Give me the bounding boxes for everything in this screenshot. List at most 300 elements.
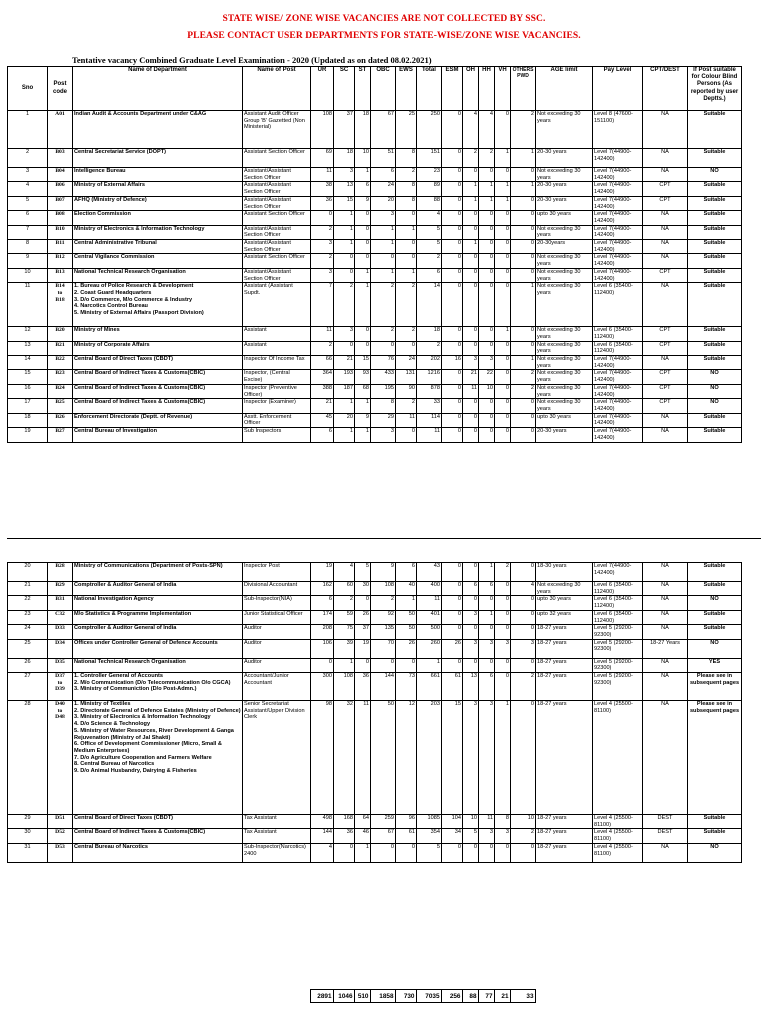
cell-age: 20-30 years <box>536 182 593 196</box>
cell-obc: 1 <box>371 225 396 239</box>
cell-vh: 0 <box>495 240 511 254</box>
cell-sc: 1 <box>334 428 355 442</box>
cell-hh: 0 <box>479 399 495 413</box>
cell-st: 19 <box>355 639 371 658</box>
cell-st: 93 <box>355 370 371 384</box>
cell-pay: Level 7(44900-142400) <box>593 413 643 427</box>
cell-cpt: CPT <box>643 182 688 196</box>
header-total: Total <box>417 67 442 111</box>
cell-code: D40 to D48 <box>48 701 73 815</box>
cell-age: 18-27 years <box>536 673 593 701</box>
cell-sno: 3 <box>8 168 48 182</box>
cell-dept: Central Board of Indirect Taxes & Customs(CBIC) <box>73 829 243 843</box>
cell-esm: 0 <box>442 283 463 327</box>
cell-age: Not exceeding 30 years <box>536 327 593 341</box>
cell-pay: Level 7(44900-142400) <box>593 240 643 254</box>
cell-sc: 3 <box>334 327 355 341</box>
cell-obc: 29 <box>371 413 396 427</box>
cell-st: 1 <box>355 399 371 413</box>
cell-suitable: Suitable <box>688 625 742 639</box>
cell-others: 0 <box>511 413 536 427</box>
cell-suitable: Suitable <box>688 240 742 254</box>
cell-obc: 0 <box>371 254 396 268</box>
cell-hh: 0 <box>479 327 495 341</box>
cell-st: 9 <box>355 413 371 427</box>
cell-dept: Ministry of External Affairs <box>73 182 243 196</box>
cell-hh: 22 <box>479 370 495 384</box>
cell-esm: 61 <box>442 673 463 701</box>
cell-pay: Level 5 (29200-92300) <box>593 673 643 701</box>
cell-hh: 0 <box>479 268 495 282</box>
cell-sc: 2 <box>334 596 355 610</box>
cell-code: B27 <box>48 428 73 442</box>
cell-others: 0 <box>511 168 536 182</box>
page-break <box>7 538 761 559</box>
table-row <box>8 625 742 639</box>
cell-total: 400 <box>417 582 442 596</box>
cell-suitable: Suitable <box>688 149 742 168</box>
cell-st: 9 <box>355 196 371 210</box>
cell-st: 30 <box>355 582 371 596</box>
cell-age: 20-30 years <box>536 428 593 442</box>
cell-esm: 0 <box>442 625 463 639</box>
cell-age: upto 32 years <box>536 610 593 624</box>
cell-sno: 30 <box>8 829 48 843</box>
cell-ews: 0 <box>396 658 417 672</box>
cell-code: B28 <box>48 563 73 582</box>
cell-oh: 0 <box>463 268 479 282</box>
cell-ews: 1 <box>396 268 417 282</box>
cell-total: 23 <box>417 168 442 182</box>
cell-suitable: Suitable <box>688 563 742 582</box>
cell-total: 4 <box>417 211 442 225</box>
cell-total: 11 <box>417 596 442 610</box>
cell-suitable: Suitable <box>688 582 742 596</box>
cell-obc: 8 <box>371 399 396 413</box>
cell-sc: 0 <box>334 268 355 282</box>
cell-pay: Level 7(44900-142400) <box>593 399 643 413</box>
cell-hh: 0 <box>479 283 495 327</box>
cell-vh: 1 <box>495 149 511 168</box>
cell-sno: 14 <box>8 356 48 370</box>
cell-ur: 208 <box>311 625 334 639</box>
cell-cpt: NA <box>643 356 688 370</box>
cell-hh: 0 <box>479 843 495 862</box>
cell-ur: 2 <box>311 225 334 239</box>
cell-ur: 300 <box>311 673 334 701</box>
cell-dept: Ministry of Electronics & Information Technology <box>73 225 243 239</box>
cell-vh: 0 <box>495 399 511 413</box>
cell-vh: 1 <box>495 182 511 196</box>
cell-ews: 50 <box>396 625 417 639</box>
cell-sc: 20 <box>334 413 355 427</box>
cell-vh: 3 <box>495 829 511 843</box>
cell-suitable: Suitable <box>688 196 742 210</box>
cell-sc: 60 <box>334 582 355 596</box>
cell-suitable: Suitable <box>688 111 742 149</box>
cell-cpt: NA <box>643 225 688 239</box>
cell-esm: 0 <box>442 111 463 149</box>
cell-others: 0 <box>511 225 536 239</box>
header-st: ST <box>355 67 371 111</box>
cell-total: 1 <box>417 658 442 672</box>
cell-esm: 15 <box>442 701 463 815</box>
cell-total: 89 <box>417 182 442 196</box>
cell-age: 20-30 years <box>536 149 593 168</box>
cell-hh: 0 <box>479 428 495 442</box>
cell-pay: Level 8 (47600-151100) <box>593 111 643 149</box>
cell-suitable: Suitable <box>688 610 742 624</box>
cell-esm: 0 <box>442 196 463 210</box>
table-row <box>8 268 742 282</box>
total-hh: 77 <box>478 990 494 1003</box>
header-esm: ESM <box>442 67 463 111</box>
cell-age: 18-27 years <box>536 829 593 843</box>
header-sc: SC <box>334 67 355 111</box>
cell-ur: 388 <box>311 384 334 398</box>
cell-oh: 0 <box>463 843 479 862</box>
cell-sno: 7 <box>8 225 48 239</box>
cell-pay: Level 7(44900-142400) <box>593 563 643 582</box>
cell-age: Not exceeding 30 years <box>536 384 593 398</box>
cell-code: D51 <box>48 815 73 829</box>
cell-sc: 0 <box>334 341 355 355</box>
cell-post: Inspector Of Income Tax <box>243 356 311 370</box>
cell-vh: 0 <box>495 610 511 624</box>
cell-ur: 45 <box>311 413 334 427</box>
header-vh: VH <box>495 67 511 111</box>
cell-vh: 0 <box>495 843 511 862</box>
cell-total: 18 <box>417 327 442 341</box>
cell-sno: 12 <box>8 327 48 341</box>
cell-ews: 1 <box>396 225 417 239</box>
cell-st: 11 <box>355 701 371 815</box>
cell-age: 18-27 years <box>536 815 593 829</box>
cell-cpt: NA <box>643 701 688 815</box>
header-ur: UR <box>311 67 334 111</box>
cell-sno: 6 <box>8 211 48 225</box>
cell-sc: 15 <box>334 196 355 210</box>
cell-hh: 1 <box>479 182 495 196</box>
cell-cpt: NA <box>643 149 688 168</box>
cell-vh: 0 <box>495 428 511 442</box>
cell-vh: 0 <box>495 283 511 327</box>
header-age: AGE limit <box>536 67 593 111</box>
cell-dept: Ministry of Corporate Affairs <box>73 341 243 355</box>
cell-suitable: Suitable <box>688 225 742 239</box>
cell-post: Assistant <box>243 327 311 341</box>
cell-sno: 13 <box>8 341 48 355</box>
cell-ur: 3 <box>311 240 334 254</box>
cell-st: 64 <box>355 815 371 829</box>
cell-obc: 3 <box>371 211 396 225</box>
cell-sno: 9 <box>8 254 48 268</box>
cell-obc: 144 <box>371 673 396 701</box>
cell-oh: 0 <box>463 563 479 582</box>
cell-ur: 11 <box>311 168 334 182</box>
cell-obc: 259 <box>371 815 396 829</box>
cell-st: 0 <box>355 211 371 225</box>
cell-sc: 1 <box>334 399 355 413</box>
cell-st: 0 <box>355 327 371 341</box>
cell-pay: Level 7(44900-142400) <box>593 356 643 370</box>
cell-age: 20-30 years <box>536 196 593 210</box>
total-esm: 256 <box>441 990 462 1003</box>
cell-obc: 76 <box>371 356 396 370</box>
cell-post: Sub-Inspector(Narcotics) 2400 <box>243 843 311 862</box>
table-row <box>8 182 742 196</box>
cell-total: 43 <box>417 563 442 582</box>
cell-pay: Level 4 (25500-81100) <box>593 829 643 843</box>
header-others: OTHERS PWD <box>511 67 536 111</box>
table-row <box>8 211 742 225</box>
cell-st: 5 <box>355 563 371 582</box>
cell-post: Inspector Post <box>243 563 311 582</box>
cell-cpt: NA <box>643 111 688 149</box>
cell-dept: Central Secretariat Service (DOPT) <box>73 149 243 168</box>
cell-pay: Level 4 (25500-81100) <box>593 815 643 829</box>
cell-post: Assistant Audit Officer Group 'B' Gazetted (Non Ministerial) <box>243 111 311 149</box>
cell-ews: 40 <box>396 582 417 596</box>
cell-others: 3 <box>511 639 536 658</box>
vacancy-table-part-2 <box>7 562 742 863</box>
cell-age: Not exceeding 30 years <box>536 111 593 149</box>
table-row <box>8 240 742 254</box>
cell-sno: 27 <box>8 673 48 701</box>
cell-dept: Central Board of Direct Taxes (CBDT) <box>73 815 243 829</box>
cell-vh: 0 <box>495 582 511 596</box>
header-hh: HH <box>479 67 495 111</box>
cell-obc: 0 <box>371 843 396 862</box>
cell-total: 2 <box>417 341 442 355</box>
cell-suitable: NO <box>688 399 742 413</box>
cell-suitable: NO <box>688 596 742 610</box>
cell-sc: 1 <box>334 225 355 239</box>
total-ur: 2891 <box>310 990 333 1003</box>
cell-dept: Central Board of Direct Taxes (CBDT) <box>73 356 243 370</box>
cell-ews: 8 <box>396 149 417 168</box>
header-cpt: CPT/DEST <box>643 67 688 111</box>
cell-esm: 16 <box>442 356 463 370</box>
cell-sno: 10 <box>8 268 48 282</box>
cell-cpt: NA <box>643 658 688 672</box>
cell-hh: 0 <box>479 341 495 355</box>
header-post: Name of Post <box>243 67 311 111</box>
table-row <box>8 843 742 862</box>
cell-others: 0 <box>511 843 536 862</box>
cell-total: 500 <box>417 625 442 639</box>
cell-st: 0 <box>355 658 371 672</box>
cell-oh: 0 <box>463 413 479 427</box>
cell-others: 2 <box>511 111 536 149</box>
cell-sno: 19 <box>8 428 48 442</box>
cell-pay: Level 5 (29200-92300) <box>593 625 643 639</box>
cell-sno: 4 <box>8 182 48 196</box>
cell-ur: 2 <box>311 341 334 355</box>
cell-pay: Level 7(44900-142400) <box>593 384 643 398</box>
cell-total: 401 <box>417 610 442 624</box>
cell-code: B26 <box>48 413 73 427</box>
cell-ur: 106 <box>311 639 334 658</box>
cell-esm: 0 <box>442 428 463 442</box>
cell-hh: 1 <box>479 196 495 210</box>
cell-suitable: NO <box>688 168 742 182</box>
cell-hh: 0 <box>479 413 495 427</box>
cell-suitable: Suitable <box>688 815 742 829</box>
cell-sc: 32 <box>334 701 355 815</box>
table-row <box>8 168 742 182</box>
cell-st: 1 <box>355 428 371 442</box>
cell-suitable: Suitable <box>688 327 742 341</box>
cell-vh: 1 <box>495 196 511 210</box>
cell-post: Tax Assistant <box>243 829 311 843</box>
cell-oh: 3 <box>463 701 479 815</box>
cell-sno: 28 <box>8 701 48 815</box>
table-row <box>8 658 742 672</box>
cell-code: B22 <box>48 356 73 370</box>
cell-cpt: CPT <box>643 384 688 398</box>
cell-vh: 1 <box>495 327 511 341</box>
cell-dept: Central Board of Indirect Taxes & Customs(CBIC) <box>73 399 243 413</box>
cell-hh: 3 <box>479 639 495 658</box>
cell-obc: 20 <box>371 196 396 210</box>
cell-post: Assistant <box>243 341 311 355</box>
cell-st: 36 <box>355 673 371 701</box>
header-colour-blind: If Post suitable for Colour Blind Persons (As reported by user Deptts.) <box>688 67 742 111</box>
cell-ews: 2 <box>396 327 417 341</box>
cell-ur: 11 <box>311 327 334 341</box>
cell-cpt: NA <box>643 563 688 582</box>
cell-age: upto 30 years <box>536 413 593 427</box>
cell-others: 0 <box>511 268 536 282</box>
cell-oh: 1 <box>463 240 479 254</box>
cell-code: B04 <box>48 168 73 182</box>
cell-code: B07 <box>48 196 73 210</box>
cell-vh: 0 <box>495 384 511 398</box>
cell-pay: Level 5 (29200-92300) <box>593 639 643 658</box>
cell-ur: 7 <box>311 283 334 327</box>
cell-obc: 51 <box>371 149 396 168</box>
cell-others: 0 <box>511 428 536 442</box>
cell-code: B13 <box>48 268 73 282</box>
cell-dept: Enforcement Directorate (Deptt. of Revenue) <box>73 413 243 427</box>
table-row <box>8 283 742 327</box>
cell-ur: 174 <box>311 610 334 624</box>
cell-dept: Central Administrative Tribunal <box>73 240 243 254</box>
table-row <box>8 428 742 442</box>
cell-ews: 2 <box>396 168 417 182</box>
cell-vh: 0 <box>495 356 511 370</box>
cell-post: Accountant/Junior Accountant <box>243 673 311 701</box>
cell-code: B24 <box>48 384 73 398</box>
cell-esm: 0 <box>442 268 463 282</box>
cell-esm: 0 <box>442 610 463 624</box>
cell-pay: Level 4 (25500-81100) <box>593 843 643 862</box>
table-row <box>8 111 742 149</box>
cell-others: 0 <box>511 596 536 610</box>
cell-code: A01 <box>48 111 73 149</box>
cell-post: Auditor <box>243 639 311 658</box>
cell-oh: 0 <box>463 399 479 413</box>
cell-code: B03 <box>48 149 73 168</box>
cell-hh: 0 <box>479 625 495 639</box>
cell-sc: 0 <box>334 843 355 862</box>
cell-age: Not exceeding 30 years <box>536 225 593 239</box>
cell-others: 0 <box>511 341 536 355</box>
cell-esm: 0 <box>442 399 463 413</box>
cell-pay: Level 6 (35400-112400) <box>593 582 643 596</box>
table-row <box>8 225 742 239</box>
cell-total: 202 <box>417 356 442 370</box>
cell-suitable: NO <box>688 639 742 658</box>
cell-vh: 0 <box>495 370 511 384</box>
table-row <box>8 701 742 815</box>
cell-oh: 11 <box>463 384 479 398</box>
cell-ews: 50 <box>396 610 417 624</box>
cell-cpt: NA <box>643 428 688 442</box>
cell-sc: 0 <box>334 254 355 268</box>
table-row <box>8 327 742 341</box>
cell-pay: Level 7(44900-142400) <box>593 196 643 210</box>
cell-hh: 6 <box>479 582 495 596</box>
cell-hh: 0 <box>479 596 495 610</box>
cell-pay: Level 7(44900-142400) <box>593 211 643 225</box>
cell-vh: 8 <box>495 815 511 829</box>
cell-sno: 31 <box>8 843 48 862</box>
cell-total: 6 <box>417 268 442 282</box>
cell-others: 1 <box>511 182 536 196</box>
cell-others: 0 <box>511 625 536 639</box>
cell-ur: 4 <box>311 843 334 862</box>
cell-ur: 69 <box>311 149 334 168</box>
table-row <box>8 563 742 582</box>
cell-oh: 0 <box>463 168 479 182</box>
cell-others: 1 <box>511 149 536 168</box>
table-row <box>8 370 742 384</box>
cell-sc: 4 <box>334 563 355 582</box>
cell-sno: 16 <box>8 384 48 398</box>
cell-dept: Election Commission <box>73 211 243 225</box>
cell-ews: 8 <box>396 196 417 210</box>
cell-st: 0 <box>355 240 371 254</box>
cell-suitable: NO <box>688 384 742 398</box>
cell-sc: 187 <box>334 384 355 398</box>
cell-sc: 39 <box>334 639 355 658</box>
cell-esm: 26 <box>442 639 463 658</box>
cell-ur: 144 <box>311 829 334 843</box>
cell-age: Not exceeding 30 years <box>536 254 593 268</box>
cell-code: B25 <box>48 399 73 413</box>
cell-pay: Level 6 (35400-112400) <box>593 341 643 355</box>
cell-sc: 59 <box>334 610 355 624</box>
cell-age: 18-27 years <box>536 625 593 639</box>
cell-sc: 1 <box>334 658 355 672</box>
cell-obc: 2 <box>371 327 396 341</box>
cell-dept: Comptroller & Auditor General of India <box>73 582 243 596</box>
table-row <box>8 596 742 610</box>
cell-dept: National Investigation Agency <box>73 596 243 610</box>
cell-dept: Central Vigilance Commission <box>73 254 243 268</box>
cell-dept: Central Board of Indirect Taxes & Customs(CBIC) <box>73 384 243 398</box>
cell-oh: 21 <box>463 370 479 384</box>
cell-sno: 20 <box>8 563 48 582</box>
cell-hh: 0 <box>479 658 495 672</box>
cell-others: 2 <box>511 370 536 384</box>
cell-oh: 6 <box>463 582 479 596</box>
cell-hh: 2 <box>479 149 495 168</box>
cell-hh: 3 <box>479 829 495 843</box>
cell-ur: 162 <box>311 582 334 596</box>
